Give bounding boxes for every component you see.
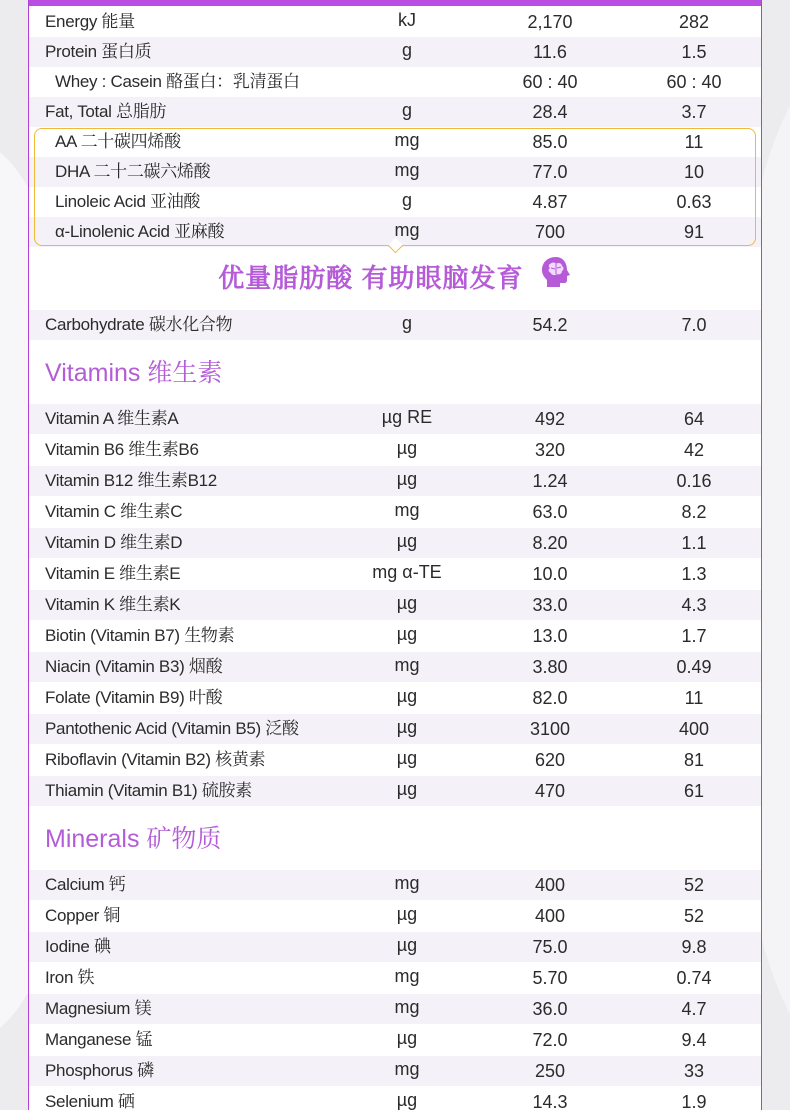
fatty-acid-highlight-box — [34, 128, 756, 246]
nutrient-value-per-100g: 63.0 — [532, 502, 568, 522]
nutrient-value-per-100g: 11.6 — [533, 42, 567, 62]
nutrient-value-per-100g: 620 — [534, 750, 566, 770]
nutrient-value-per-100g: 250 — [534, 1061, 566, 1081]
vitamins-section-title: Vitamins 维生素 — [45, 359, 223, 387]
nutrient-unit: kJ — [398, 10, 416, 30]
nutrient-name: Protein 蛋白质 — [45, 42, 152, 61]
nutrient-value-per-100g: 82.0 — [532, 688, 568, 708]
nutrient-value-per-serving: 0.63 — [676, 192, 712, 212]
nutrient-value-per-serving: 1.1 — [681, 533, 707, 553]
nutrient-unit: µg — [396, 935, 418, 955]
nutrient-row — [29, 590, 761, 620]
nutrient-name: Folate (Vitamin B9) 叶酸 — [45, 688, 223, 707]
nutrient-unit: µg RE — [381, 407, 433, 427]
nutrient-value-per-100g: 54.2 — [532, 315, 568, 335]
nutrient-row — [29, 528, 761, 558]
nutrient-value-per-100g: 470 — [534, 781, 566, 801]
nutrient-row — [29, 745, 761, 775]
nutrient-value-per-100g: 75.0 — [532, 937, 568, 957]
nutrient-unit: mg — [394, 997, 420, 1017]
nutrient-unit: g — [401, 100, 412, 120]
nutrient-value-per-100g: 320 — [534, 440, 566, 460]
nutrient-name: Selenium 硒 — [45, 1092, 135, 1110]
nutrient-row — [29, 435, 761, 465]
nutrient-value-per-100g: 72.0 — [532, 1030, 568, 1050]
nutrient-value-per-100g: 36.0 — [532, 999, 568, 1019]
nutrient-value-per-100g: 28.4 — [532, 102, 568, 122]
nutrient-name: Vitamin C 维生素C — [45, 502, 183, 521]
nutrient-row — [29, 97, 761, 127]
nutrient-row — [29, 67, 761, 97]
nutrient-name: AA 二十碳四烯酸 — [55, 132, 181, 151]
carbohydrate-row — [29, 310, 761, 340]
nutrient-row — [29, 497, 761, 527]
nutrient-value-per-100g: 400 — [534, 906, 566, 926]
nutrient-unit: µg — [396, 624, 418, 644]
nutrient-unit: g — [401, 313, 412, 333]
nutrient-value-per-serving: 60 : 40 — [666, 72, 722, 92]
nutrient-name: Linoleic Acid 亚油酸 — [55, 192, 201, 211]
nutrition-table-panel — [28, 0, 762, 1110]
nutrient-name: Iron 铁 — [45, 968, 95, 987]
nutrient-value-per-serving: 1.9 — [681, 1092, 707, 1110]
nutrient-name: Fat, Total 总脂肪 — [45, 102, 167, 121]
nutrient-unit: mg — [394, 220, 420, 240]
nutrient-name: Vitamin B6 维生素B6 — [45, 440, 199, 459]
nutrient-value-per-100g: 10.0 — [532, 564, 568, 584]
nutrient-value-per-serving: 52 — [683, 875, 705, 895]
nutrient-value-per-100g: 8.20 — [532, 533, 568, 553]
nutrient-name: Vitamin K 维生素K — [45, 595, 181, 614]
nutrient-value-per-100g: 700 — [534, 222, 566, 242]
nutrient-row — [29, 994, 761, 1024]
nutrient-unit: µg — [396, 438, 418, 458]
nutrient-value-per-serving: 81 — [683, 750, 705, 770]
nutrient-value-per-serving: 282 — [678, 12, 710, 32]
nutrient-value-per-serving: 11 — [684, 132, 704, 152]
nutrient-unit: mg α-TE — [372, 562, 442, 582]
nutrient-unit: mg — [394, 160, 420, 180]
nutrient-row — [29, 776, 761, 806]
nutrient-value-per-serving: 1.5 — [681, 42, 707, 62]
nutrient-unit: µg — [396, 531, 418, 551]
nutrient-value-per-serving: 9.4 — [681, 1030, 707, 1050]
nutrient-unit: mg — [394, 1059, 420, 1079]
nutrient-name: Manganese 锰 — [45, 1030, 153, 1049]
nutrient-value-per-serving: 11 — [684, 688, 704, 708]
nutrient-value-per-serving: 8.2 — [681, 502, 707, 522]
nutrient-row — [29, 683, 761, 713]
nutrient-unit: g — [401, 40, 412, 60]
nutrient-name: Vitamin A 维生素A — [45, 409, 179, 428]
nutrient-value-per-serving: 0.16 — [676, 471, 712, 491]
nutrient-name: Pantothenic Acid (Vitamin B5) 泛酸 — [45, 719, 299, 738]
nutrient-value-per-100g: 85.0 — [532, 132, 568, 152]
nutrient-value-per-100g: 2,170 — [527, 12, 573, 32]
nutrient-name: Calcium 钙 — [45, 875, 126, 894]
nutrient-name: Magnesium 镁 — [45, 999, 152, 1018]
nutrient-name: Copper 铜 — [45, 906, 121, 925]
nutrient-unit: µg — [396, 593, 418, 613]
nutrient-unit: µg — [396, 904, 418, 924]
nutrient-unit: µg — [396, 717, 418, 737]
fatty-acid-slogan — [29, 258, 761, 300]
nutrient-name: Phosphorus 磷 — [45, 1061, 154, 1080]
nutrient-row — [29, 7, 761, 37]
nutrient-unit: µg — [396, 1090, 418, 1110]
nutrient-row — [29, 932, 761, 962]
nutrient-value-per-serving: 52 — [683, 906, 705, 926]
nutrient-unit: mg — [394, 966, 420, 986]
nutrient-value-per-serving: 64 — [683, 409, 705, 429]
nutrient-name: Thiamin (Vitamin B1) 硫胺素 — [45, 781, 252, 800]
nutrient-value-per-serving: 4.7 — [681, 999, 707, 1019]
nutrient-value-per-serving: 42 — [683, 440, 705, 460]
nutrient-name: Vitamin E 维生素E — [45, 564, 181, 583]
nutrient-name: Vitamin D 维生素D — [45, 533, 183, 552]
nutrient-row — [29, 1087, 761, 1110]
nutrient-value-per-serving: 1.7 — [681, 626, 707, 646]
nutrient-row — [29, 559, 761, 589]
nutrient-value-per-100g: 5.70 — [532, 968, 568, 988]
nutrient-name: α-Linolenic Acid 亚麻酸 — [55, 222, 225, 241]
nutrient-row — [29, 466, 761, 496]
nutrient-name: Energy 能量 — [45, 12, 135, 31]
nutrient-name: DHA 二十二碳六烯酸 — [55, 162, 211, 181]
nutrient-value-per-100g: 400 — [534, 875, 566, 895]
nutrient-name: Niacin (Vitamin B3) 烟酸 — [45, 657, 223, 676]
nutrient-name: Vitamin B12 维生素B12 — [45, 471, 217, 490]
nutrient-value-per-serving: 33 — [683, 1061, 705, 1081]
nutrient-value-per-serving: 1.3 — [681, 564, 707, 584]
nutrient-unit: mg — [394, 655, 420, 675]
nutrient-value-per-serving: 7.0 — [681, 315, 707, 335]
nutrient-row — [29, 652, 761, 682]
nutrient-unit: µg — [396, 748, 418, 768]
slogan-text: 优量脂肪酸 有助眼脑发育 — [218, 263, 524, 293]
nutrient-unit: g — [401, 190, 412, 210]
nutrient-value-per-100g: 77.0 — [532, 162, 568, 182]
nutrient-value-per-100g: 3.80 — [532, 657, 568, 677]
nutrient-row — [29, 901, 761, 931]
nutrient-value-per-serving: 91 — [683, 222, 705, 242]
nutrient-unit: µg — [396, 779, 418, 799]
nutrient-value-per-100g: 492 — [534, 409, 566, 429]
nutrient-value-per-serving: 0.74 — [676, 968, 712, 988]
nutrient-value-per-serving: 4.3 — [681, 595, 707, 615]
nutrient-unit: mg — [394, 500, 420, 520]
nutrient-name: Carbohydrate 碳水化合物 — [45, 315, 233, 334]
nutrient-value-per-100g: 60 : 40 — [522, 72, 578, 92]
nutrient-value-per-serving: 61 — [683, 781, 705, 801]
nutrient-value-per-100g: 33.0 — [532, 595, 568, 615]
nutrient-value-per-serving: 10 — [683, 162, 705, 182]
nutrient-name: Iodine 碘 — [45, 937, 111, 956]
nutrient-unit: mg — [394, 130, 420, 150]
nutrient-unit: µg — [396, 1028, 418, 1048]
nutrient-unit: µg — [396, 686, 418, 706]
nutrient-value-per-serving: 0.49 — [676, 657, 712, 677]
nutrient-value-per-100g: 13.0 — [532, 626, 568, 646]
nutrient-name: Riboflavin (Vitamin B2) 核黄素 — [45, 750, 266, 769]
nutrient-row — [29, 404, 761, 434]
nutrient-value-per-100g: 1.24 — [532, 471, 568, 491]
nutrient-value-per-serving: 9.8 — [681, 937, 707, 957]
minerals-section-title: Minerals 矿物质 — [45, 825, 222, 853]
nutrient-row — [29, 621, 761, 651]
brain-head-icon — [540, 255, 572, 300]
nutrient-value-per-serving: 400 — [678, 719, 710, 739]
nutrient-value-per-100g: 14.3 — [532, 1092, 568, 1110]
nutrient-row — [29, 963, 761, 993]
nutrient-row — [29, 37, 761, 67]
nutrient-row — [29, 870, 761, 900]
nutrient-unit: mg — [394, 873, 420, 893]
nutrient-name: Biotin (Vitamin B7) 生物素 — [45, 626, 235, 645]
nutrient-value-per-100g: 4.87 — [532, 192, 568, 212]
nutrient-row — [29, 1056, 761, 1086]
nutrient-value-per-serving: 3.7 — [681, 102, 707, 122]
nutrient-value-per-100g: 3100 — [529, 719, 571, 739]
nutrient-name: Whey : Casein 酪蛋白：乳清蛋白 — [55, 72, 300, 91]
nutrient-unit: µg — [396, 469, 418, 489]
nutrient-row — [29, 1025, 761, 1055]
nutrient-row — [29, 714, 761, 744]
